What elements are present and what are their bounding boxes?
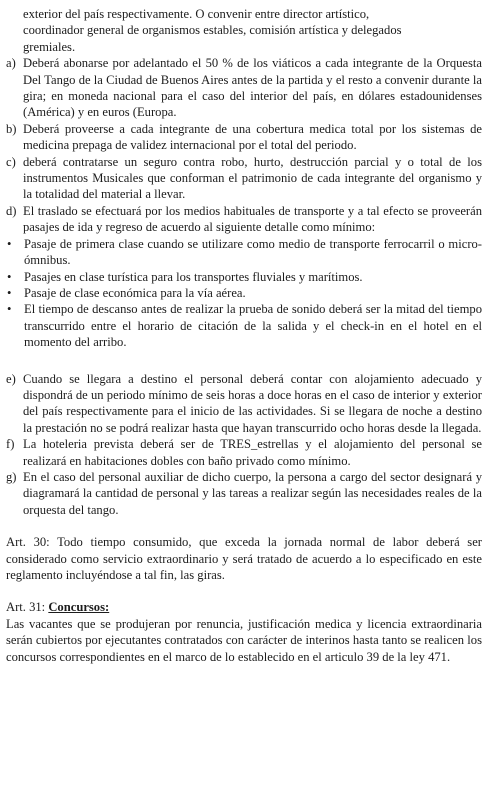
spacer	[6, 518, 482, 534]
list-item-c	[6, 154, 482, 203]
list-item-g	[6, 469, 482, 518]
bullet-item	[6, 236, 482, 269]
list-item-text: Cuando se llegara a destino el personal deberá contar con alojamiento adecuado y dispondrá de un periodo mínimo de seis horas a doce horas en el caso de interior y exterior del país respectivamente para el inicio de las actividades. Si se llegara de noche a destino la prestación no se podrá realizar hasta que hayan transcurrido ocho horas desde la llegada.	[23, 371, 482, 435]
list-marker: g)	[6, 469, 17, 484]
article-31-heading-line	[6, 599, 482, 615]
list-item-text: El traslado se efectuará por los medios habituales de transporte y a tal efecto se proveerán pasajes de ida y regreso de acuerdo al siguiente detalle como mínimo:	[23, 203, 482, 235]
list-item-b	[6, 121, 482, 154]
list-item-text: En el caso del personal auxiliar de dicho cuerpo, la persona a cargo del sector designará y diagramará la cantidad de personal y las tareas a realizar según las necesidades reales de la orquesta del tango.	[23, 469, 482, 517]
list-item-a	[6, 55, 482, 121]
bullet-item	[6, 269, 482, 285]
spacer	[6, 583, 482, 599]
list-item-text: deberá contratarse un seguro contra robo, hurto, destrucción parcial y o total de los instrumentos Musicales que conforman el patrimonio de cada integrante del organismo y la totalidad del material a llevar.	[23, 154, 482, 202]
bullet-marker: •	[7, 302, 12, 317]
bullet-list	[6, 236, 482, 351]
list-item-e	[6, 371, 482, 437]
list-item-d	[6, 203, 482, 236]
list-e-g	[6, 371, 482, 519]
list-marker: c)	[6, 154, 16, 169]
bullet-item	[6, 285, 482, 301]
article-31-body: Las vacantes que se produjeran por renuncia, justificación medica y licencia extraordinaria serán cubiertos por ejecutantes contratados con carácter de interinos hasta tanto se realicen los concursos correspondientes en el marco de lo establecido en el articulo 39 de la ley 471.	[6, 616, 482, 664]
list-item-text: Deberá abonarse por adelantado el 50 % de los viáticos a cada integrante de la Orquesta Del Tango de la Ciudad de Buenos Aires antes de la partida y el resto a convenir durante la gira; en moneda nacional para el caso del interior del país, en dólares estadounidenses (América) y en euros (Europa.	[23, 56, 482, 120]
bullet-text: Pasajes en clase turística para los transportes fluviales y marítimos.	[24, 269, 363, 284]
intro-line: exterior del país respectivamente. O convenir entre director artístico,	[23, 7, 370, 21]
article-31-prefix: Art. 31:	[6, 600, 49, 615]
bullet-text: Pasaje de clase económica para la vía aérea.	[24, 285, 246, 300]
list-marker: a)	[6, 56, 16, 71]
bullet-item	[6, 301, 482, 350]
article-31	[6, 599, 482, 665]
list-item-text: Deberá proveerse a cada integrante de una cobertura medica total por los sistemas de medicina prepaga de validez internacional por el total del periodo.	[23, 121, 482, 153]
list-item-text: La hoteleria prevista deberá ser de TRES_estrellas y el alojamiento del personal se realizará en habitaciones dobles con baño privado como mínimo.	[23, 437, 482, 468]
intro-line: gremiales.	[23, 39, 76, 54]
article-30: Art. 30: Todo tiempo consumido, que exceda la jornada normal de labor deberá ser considerado como servicio extraordinario y será tratado de acuerdo a lo especificado en este reglamento incluyéndose a tal fin, las giras.	[6, 535, 482, 582]
list-marker: d)	[6, 203, 17, 218]
bullet-text: El tiempo de descanso antes de realizar la prueba de sonido deberá ser la mitad del tiempo transcurrido entre el horario de citación de la salida y el check-in en el hotel en el momento del arribo.	[24, 302, 482, 350]
intro-paragraph	[6, 6, 482, 55]
intro-line: coordinador general de organismos estables, comisión artística y delegados	[23, 23, 402, 38]
article-31-heading: Concursos:	[48, 600, 110, 615]
list-marker: f)	[6, 437, 15, 452]
bullet-marker: •	[7, 236, 12, 251]
list-item-f	[6, 436, 482, 469]
bullet-marker: •	[7, 285, 12, 300]
bullet-text: Pasaje de primera clase cuando se utilizare como medio de transporte ferrocarril o micro-ómnibus.	[24, 236, 482, 268]
list-marker: e)	[6, 371, 16, 386]
spacer	[6, 351, 482, 371]
bullet-marker: •	[7, 269, 12, 284]
list-a-d	[6, 55, 482, 235]
list-marker: b)	[6, 121, 17, 136]
